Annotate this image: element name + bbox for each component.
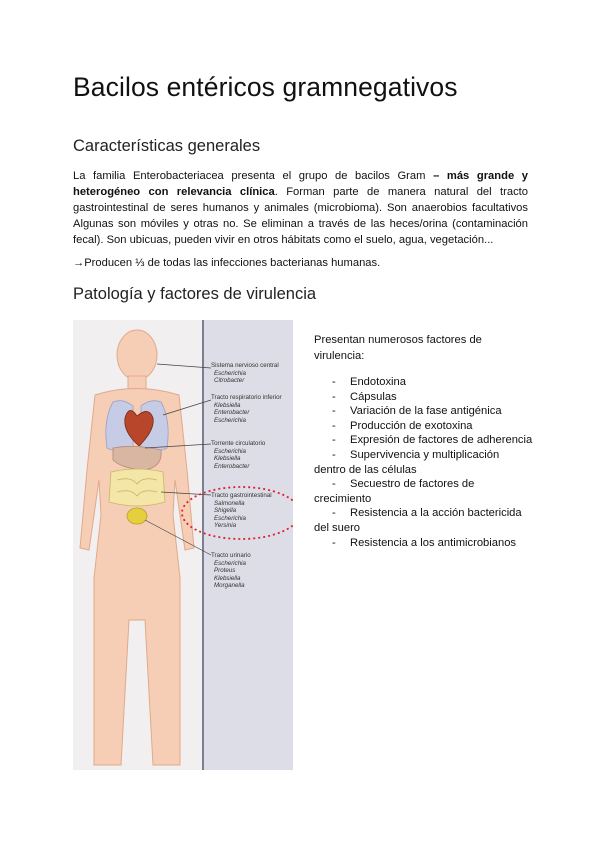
paragraph-text-end: . Forman parte de manera natural del tracto gastrointestinal de seres humanos y animales (microbioma). Son anaerobios facultativos Algunas son móviles y otras no. Se eliminan a través de las heces/orina (contaminación fecal). Son ubicuas, pueden vivir en otros hábitats como el suelo, agua, vegetación... xyxy=(73,186,528,246)
label-title: Torrente circulatorio xyxy=(211,440,266,447)
label-species: Shigella xyxy=(214,507,237,515)
label-species: Escherichia xyxy=(214,447,246,455)
label-title: Tracto urinario xyxy=(211,552,251,559)
list-item: - Supervivencia y multiplicación dentro de las células xyxy=(314,448,500,476)
label-species: Citrobacter xyxy=(214,377,245,385)
label-group-urinary xyxy=(211,552,251,590)
list-item: - Variación de la fase antigénica xyxy=(332,405,502,418)
section-heading-pathology: Patología y factores de virulencia xyxy=(73,285,317,303)
section-heading-general: Características generales xyxy=(73,137,261,155)
label-species: Klebsiella xyxy=(214,401,241,409)
label-species: Salmonella xyxy=(214,499,245,507)
label-species: Yersinia xyxy=(214,522,237,530)
list-item: - Resistencia a los antimicrobianos xyxy=(332,536,517,549)
list-item: - Secuestro de factores de crecimiento xyxy=(314,478,475,505)
label-group-respiratory xyxy=(211,394,282,424)
label-species: Escherichia xyxy=(214,559,246,567)
label-group-blood xyxy=(211,440,265,470)
body-silhouette xyxy=(80,330,194,765)
list-item: - Endotoxina xyxy=(332,376,406,388)
label-group-gi xyxy=(211,492,272,530)
paragraph-bold-text: – más grande y heterogéneo con relevancia clínica xyxy=(73,170,528,198)
label-species: Klebsiella xyxy=(214,455,241,463)
intestines xyxy=(109,469,165,506)
virulence-intro: Presentan numerosos factores de virulencia: xyxy=(314,334,482,362)
page-title: Bacilos entéricos gramnegativos xyxy=(73,72,458,102)
label-species: Escherichia xyxy=(214,416,246,424)
body-infection-figure xyxy=(73,320,293,770)
general-characteristics-paragraph xyxy=(73,168,528,248)
list-item: - Resistencia a la acción bactericida del suero xyxy=(314,507,522,534)
body-illustration xyxy=(73,320,293,770)
label-group-cns xyxy=(211,362,279,385)
label-title: Tracto respiratorio inferior xyxy=(211,394,282,401)
label-title: Sistema nervioso central xyxy=(211,362,279,369)
list-item: - Cápsulas xyxy=(332,390,397,403)
label-title: Tracto gastrointestinal xyxy=(211,492,272,499)
label-species: Enterobacter xyxy=(214,409,250,417)
bladder xyxy=(127,508,147,524)
label-species: Morganella xyxy=(214,582,245,590)
infection-note: →Producen ⅓ de todas las infecciones bacterianas humanas. xyxy=(73,257,381,269)
list-item: - Expresión de factores de adherencia xyxy=(332,434,533,447)
label-species: Enterobacter xyxy=(214,462,250,470)
label-species: Klebsiella xyxy=(214,574,241,582)
paragraph-text-start: La familia Enterobacteriacea presenta el grupo de bacilos Gram xyxy=(73,170,434,182)
label-species: Proteus xyxy=(214,567,236,575)
list-item: - Producción de exotoxina xyxy=(332,419,473,432)
virulence-factors-list xyxy=(314,375,534,550)
label-species: Escherichia xyxy=(214,369,246,377)
label-species: Escherichia xyxy=(214,514,246,522)
